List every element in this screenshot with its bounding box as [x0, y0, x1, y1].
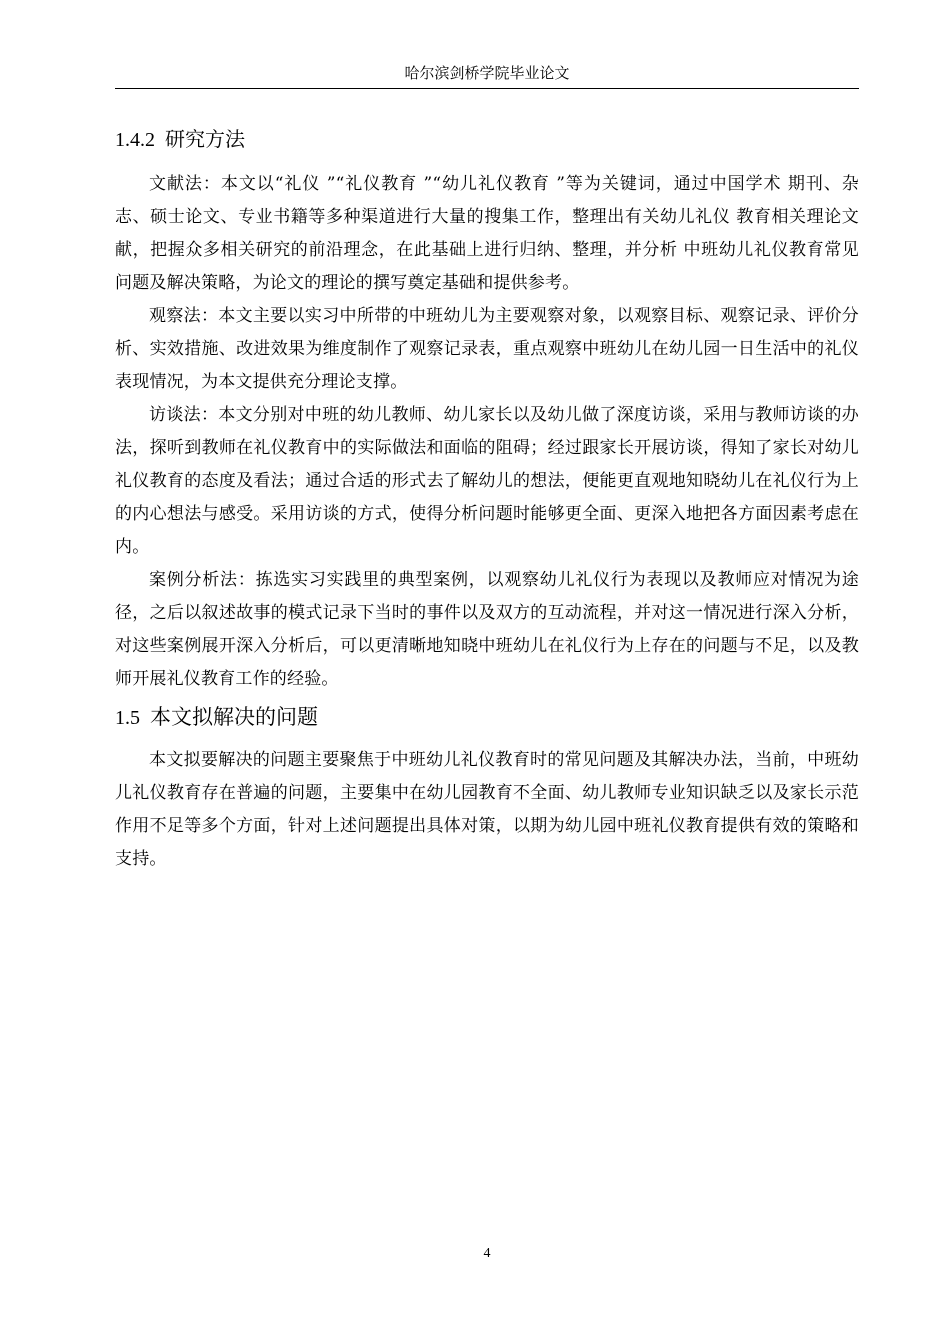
header-divider	[115, 88, 859, 89]
page-number: 4	[483, 1246, 491, 1261]
paragraph-interview-method: 访谈法：本文分别对中班的幼儿教师、幼儿家长以及幼儿做了深度访谈，采用与教师访谈的办法，探听到教师在礼仪教育中的实际做法和面临的阻碍；经过跟家长开展访谈，得知了家长对幼儿礼仪教育的态度及看法；通过合适的形式去了解幼儿的想法，便能更直观地知晓幼儿在礼仪行为上的内心想法与感受。采用访谈的方式，使得分析问题时能够更全面、更深入地把各方面因素考虑在内。	[115, 405, 859, 557]
paragraph-observation-method: 观察法：本文主要以实习中所带的中班幼儿为主要观察对象，以观察目标、观察记录、评价分析、实效措施、改进效果为维度制作了观察记录表，重点观察中班幼儿在幼儿园一日生活中的礼仪表现情况，为本文提供充分理论支撑。	[115, 306, 859, 392]
paragraph-case-analysis-method: 案例分析法：拣选实习实践里的典型案例，以观察幼儿礼仪行为表现以及教师应对情况为途径，之后以叙述故事的模式记录下当时的事件以及双方的互动流程，并对这一情况进行深入分析，对这些案例展开深入分析后，可以更清晰地知晓中班幼儿在礼仪行为上存在的问题与不足，以及教师开展礼仪教育工作的经验。	[115, 570, 859, 689]
section-title: 研究方法	[165, 127, 245, 151]
section-title: 本文拟解决的问题	[150, 705, 318, 729]
section-number: 1.4.2	[115, 129, 155, 151]
page-body	[115, 118, 859, 876]
running-header: 哈尔滨剑桥学院毕业论文	[404, 64, 570, 82]
section-number: 1.5	[115, 707, 140, 729]
paragraph-problems-to-solve: 本文拟要解决的问题主要聚焦于中班幼儿礼仪教育时的常见问题及其解决办法，当前，中班幼儿礼仪教育存在普遍的问题，主要集中在幼儿园教育不全面、幼儿教师专业知识缺乏以及家长示范作用不足等多个方面，针对上述问题提出具体对策，以期为幼儿园中班礼仪教育提供有效的策略和支持。	[115, 750, 859, 869]
section-heading-1-4-2	[115, 118, 859, 160]
paragraph-literature-method: 文献法：本文以“礼仪 ”“礼仪教育 ”“幼儿礼仪教育 ”等为关键词，通过中国学术 期刊、杂志、硕士论文、专业书籍等多种渠道进行大量的搜集工作，整理出有关幼儿礼仪 教育相关理论文献，把握众多相关研究的前沿理念，在此基础上进行归纳、整理，并分析 中班幼儿礼仪教育常见问题及解决策略，为论文的理论的撰写奠定基础和提供参考。	[115, 174, 859, 293]
section-heading-1-5	[115, 696, 859, 738]
